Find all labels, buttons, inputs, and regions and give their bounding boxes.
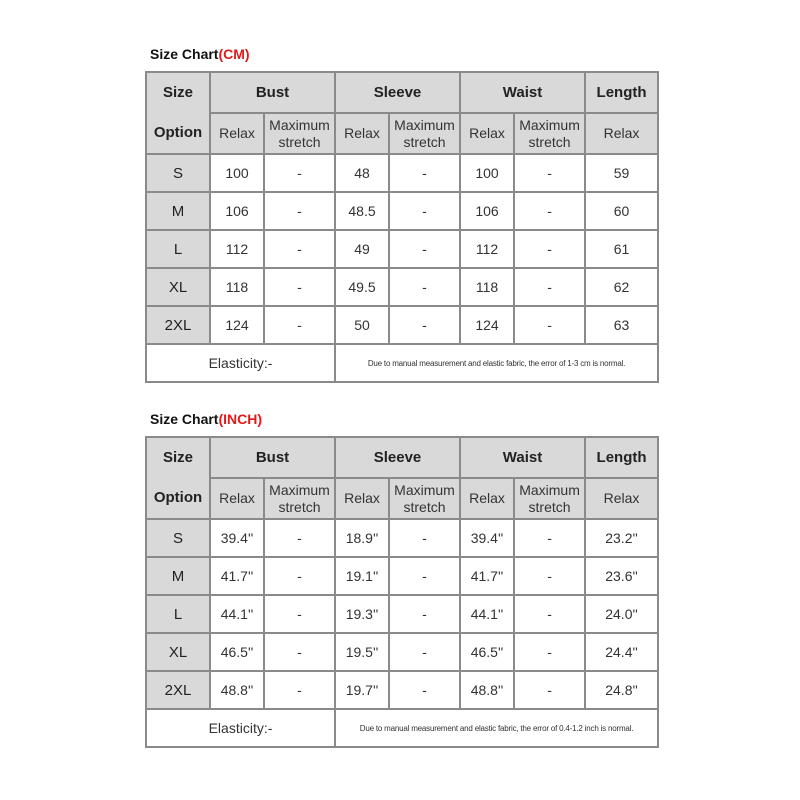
sleeve-relax-cell: 19.7'' (335, 671, 389, 709)
length-relax-cell: 60 (585, 192, 658, 230)
sleeve-max-header: Maximum stretch (389, 478, 460, 519)
waist-relax-cell: 44.1'' (460, 595, 514, 633)
size-cell: S (146, 519, 210, 557)
length-relax-cell: 63 (585, 306, 658, 344)
waist-relax-cell: 100 (460, 154, 514, 192)
sleeve-relax-header: Relax (335, 478, 389, 519)
bust-max-cell: - (264, 268, 335, 306)
waist-max-header: Maximum stretch (514, 478, 585, 519)
table-row (146, 154, 658, 192)
sleeve-max-cell: - (389, 192, 460, 230)
bust-max-header: Maximum stretch (264, 478, 335, 519)
size-cell: L (146, 230, 210, 268)
size-cell: 2XL (146, 671, 210, 709)
bust-relax-cell: 44.1'' (210, 595, 264, 633)
bust-max-cell: - (264, 633, 335, 671)
sleeve-header: Sleeve (335, 72, 460, 113)
length-relax-cell: 59 (585, 154, 658, 192)
waist-relax-cell: 46.5'' (460, 633, 514, 671)
waist-relax-cell: 48.8'' (460, 671, 514, 709)
size-cell: L (146, 595, 210, 633)
sleeve-relax-cell: 19.1'' (335, 557, 389, 595)
bust-relax-cell: 48.8'' (210, 671, 264, 709)
waist-max-cell: - (514, 306, 585, 344)
sleeve-relax-cell: 19.5'' (335, 633, 389, 671)
option-header: Option (153, 124, 203, 141)
subheader-row (146, 478, 658, 519)
table-row (146, 230, 658, 268)
length-relax-header: Relax (585, 113, 658, 154)
bust-max-header: Maximum stretch (264, 113, 335, 154)
size-cell: M (146, 192, 210, 230)
sleeve-relax-header: Relax (335, 113, 389, 154)
bust-max-cell: - (264, 306, 335, 344)
length-relax-cell: 23.6'' (585, 557, 658, 595)
bust-relax-cell: 39.4'' (210, 519, 264, 557)
waist-max-cell: - (514, 557, 585, 595)
bust-relax-header: Relax (210, 478, 264, 519)
bust-relax-cell: 46.5'' (210, 633, 264, 671)
table-row (146, 268, 658, 306)
size-cell: M (146, 557, 210, 595)
bust-relax-cell: 124 (210, 306, 264, 344)
sleeve-relax-cell: 18.9'' (335, 519, 389, 557)
sleeve-relax-cell: 49.5 (335, 268, 389, 306)
footer-row (146, 344, 658, 382)
sleeve-relax-cell: 49 (335, 230, 389, 268)
waist-relax-cell: 106 (460, 192, 514, 230)
size-header: Size (162, 449, 193, 466)
bust-max-cell: - (264, 519, 335, 557)
bust-header: Bust (210, 437, 335, 478)
waist-max-cell: - (514, 230, 585, 268)
bust-max-cell: - (264, 595, 335, 633)
elasticity-label: Elasticity:- (146, 709, 335, 747)
sleeve-max-cell: - (389, 595, 460, 633)
length-relax-cell: 61 (585, 230, 658, 268)
subheader-row (146, 113, 658, 154)
bust-max-cell: - (264, 557, 335, 595)
sleeve-max-header: Maximum stretch (389, 113, 460, 154)
sleeve-max-cell: - (389, 633, 460, 671)
bust-relax-cell: 106 (210, 192, 264, 230)
option-header: Option (153, 489, 203, 506)
bust-max-cell: - (264, 671, 335, 709)
waist-relax-cell: 118 (460, 268, 514, 306)
size-option-header (146, 72, 210, 154)
chart-unit-label: (INCH) (218, 411, 263, 427)
waist-relax-cell: 41.7'' (460, 557, 514, 595)
sleeve-relax-cell: 50 (335, 306, 389, 344)
size-cell: XL (146, 633, 210, 671)
chart-unit-label: (CM) (218, 46, 250, 62)
sleeve-max-cell: - (389, 519, 460, 557)
bust-max-cell: - (264, 230, 335, 268)
bust-relax-cell: 100 (210, 154, 264, 192)
sleeve-relax-cell: 48 (335, 154, 389, 192)
measurement-note: Due to manual measurement and elastic fabric, the error of 0.4-1.2 inch is normal. (335, 709, 658, 747)
bust-max-cell: - (264, 154, 335, 192)
sleeve-max-cell: - (389, 230, 460, 268)
size-chart-inch-table (145, 436, 659, 748)
bust-header: Bust (210, 72, 335, 113)
bust-relax-cell: 41.7'' (210, 557, 264, 595)
waist-max-cell: - (514, 633, 585, 671)
waist-relax-header: Relax (460, 478, 514, 519)
table-row (146, 633, 658, 671)
sleeve-relax-cell: 48.5 (335, 192, 389, 230)
sleeve-max-cell: - (389, 268, 460, 306)
bust-relax-cell: 112 (210, 230, 264, 268)
chart-title-text: Size Chart (150, 411, 219, 427)
table-row (146, 519, 658, 557)
size-chart-inch-title (150, 411, 262, 427)
table-row (146, 595, 658, 633)
length-relax-cell: 24.8'' (585, 671, 658, 709)
length-header: Length (585, 437, 658, 478)
waist-header: Waist (460, 72, 585, 113)
length-relax-cell: 62 (585, 268, 658, 306)
elasticity-label: Elasticity:- (146, 344, 335, 382)
sleeve-max-cell: - (389, 306, 460, 344)
size-option-header (146, 437, 210, 519)
table-row (146, 306, 658, 344)
sleeve-header: Sleeve (335, 437, 460, 478)
bust-relax-cell: 118 (210, 268, 264, 306)
size-cell: 2XL (146, 306, 210, 344)
bust-relax-header: Relax (210, 113, 264, 154)
length-relax-cell: 24.0'' (585, 595, 658, 633)
table-row (146, 557, 658, 595)
size-chart-cm-table (145, 71, 659, 383)
waist-header: Waist (460, 437, 585, 478)
waist-max-cell: - (514, 192, 585, 230)
bust-max-cell: - (264, 192, 335, 230)
length-relax-header: Relax (585, 478, 658, 519)
waist-max-cell: - (514, 671, 585, 709)
table-row (146, 671, 658, 709)
size-cell: XL (146, 268, 210, 306)
measurement-note: Due to manual measurement and elastic fabric, the error of 1-3 cm is normal. (335, 344, 658, 382)
size-cell: S (146, 154, 210, 192)
waist-relax-cell: 112 (460, 230, 514, 268)
waist-max-cell: - (514, 268, 585, 306)
chart-title-text: Size Chart (150, 46, 219, 62)
size-chart-cm-title (150, 46, 250, 62)
waist-max-cell: - (514, 595, 585, 633)
length-header: Length (585, 72, 658, 113)
waist-max-cell: - (514, 154, 585, 192)
waist-relax-header: Relax (460, 113, 514, 154)
table-row (146, 192, 658, 230)
length-relax-cell: 23.2'' (585, 519, 658, 557)
sleeve-max-cell: - (389, 671, 460, 709)
size-header: Size (162, 84, 193, 101)
footer-row (146, 709, 658, 747)
header-row (146, 72, 658, 113)
header-row (146, 437, 658, 478)
waist-relax-cell: 39.4'' (460, 519, 514, 557)
sleeve-max-cell: - (389, 557, 460, 595)
waist-max-cell: - (514, 519, 585, 557)
sleeve-relax-cell: 19.3'' (335, 595, 389, 633)
waist-relax-cell: 124 (460, 306, 514, 344)
waist-max-header: Maximum stretch (514, 113, 585, 154)
length-relax-cell: 24.4'' (585, 633, 658, 671)
sleeve-max-cell: - (389, 154, 460, 192)
